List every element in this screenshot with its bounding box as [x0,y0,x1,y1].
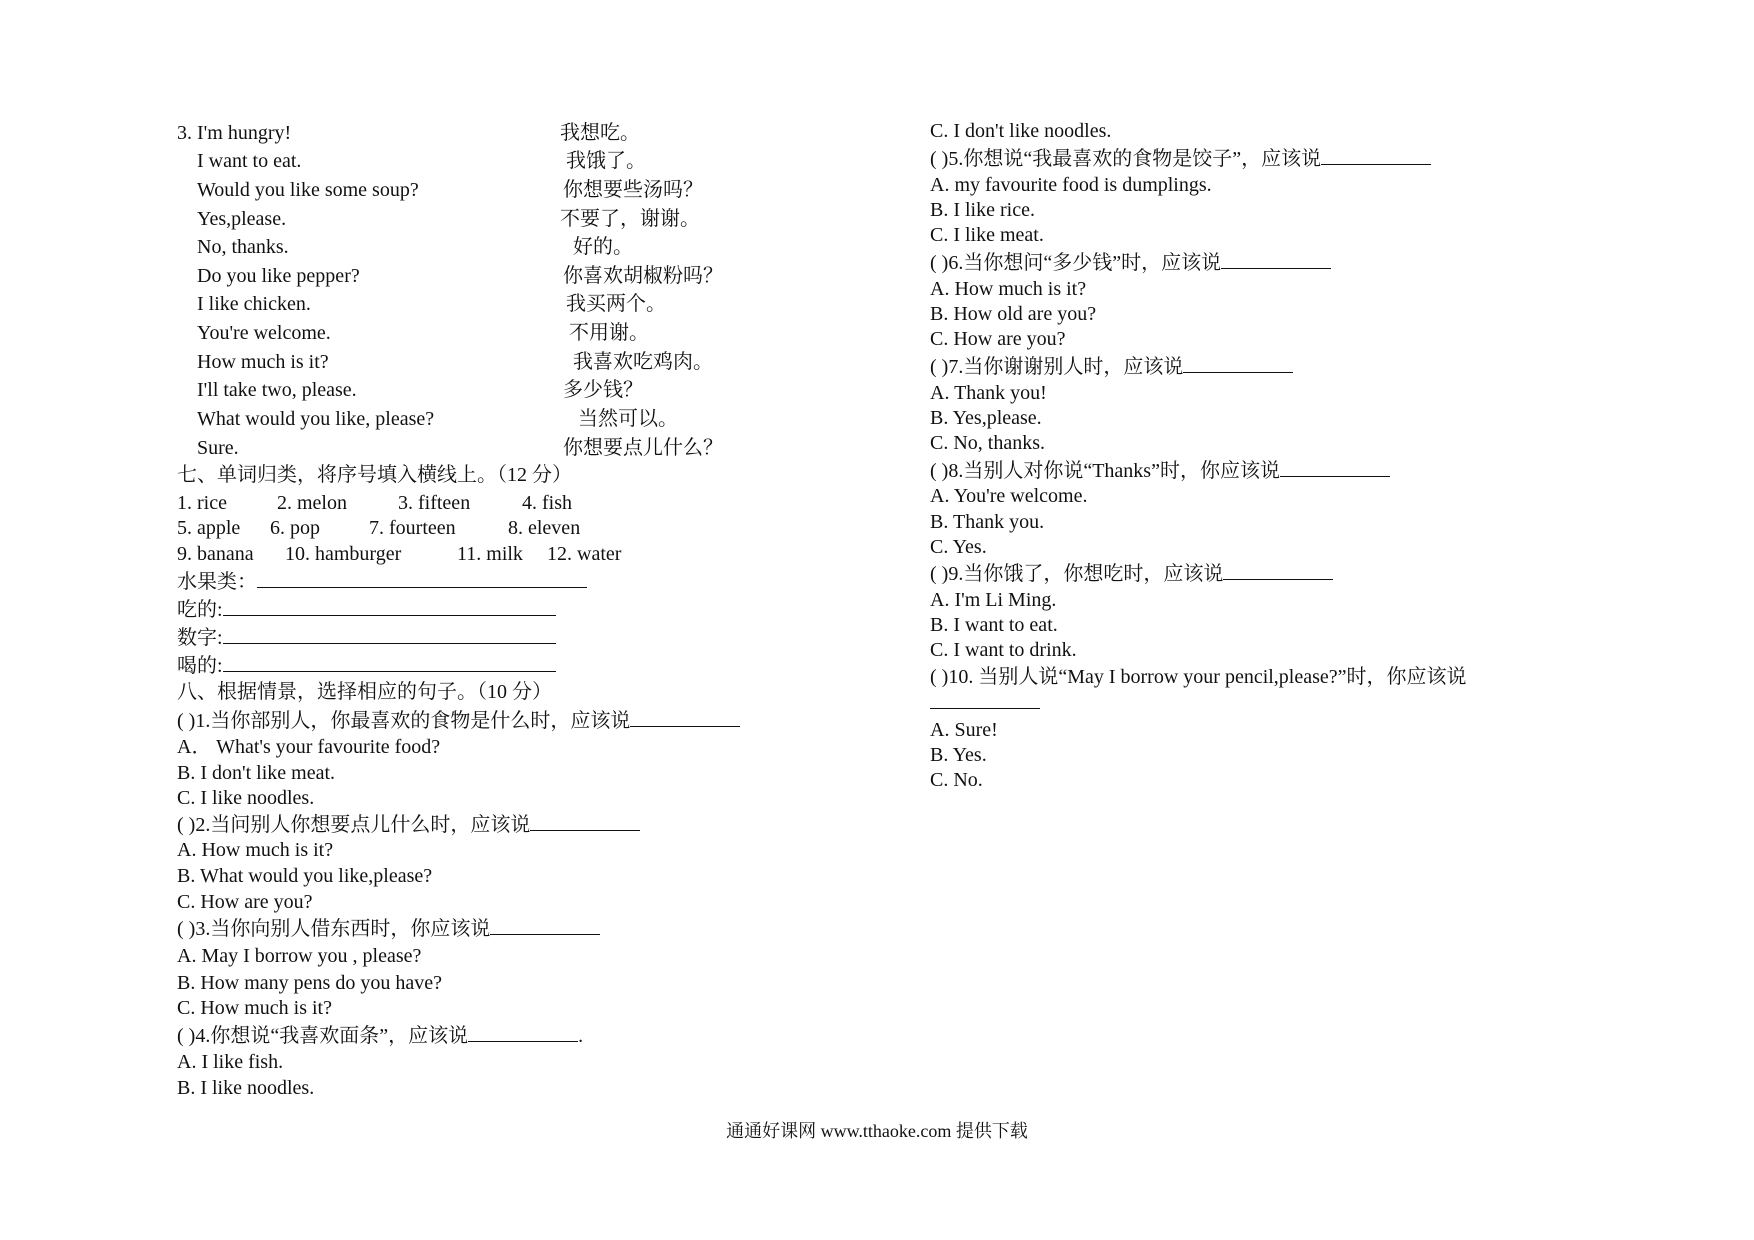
question-10-prompt: ( )10. 当别人说“May I borrow your pencil,please?”时，你应该说 [930,666,1467,688]
question-3-option-c: C. How much is it? [177,997,332,1019]
match-cn-8: 不用谢。 [569,322,649,344]
question-8-blank[interactable] [1280,458,1390,477]
question-3-option-a: A. May I borrow you , please? [177,945,422,967]
word-7: 7. fourteen [369,517,456,539]
category-fruit: 水果类： [177,569,587,594]
question-1-option-b: B. I don't like meat. [177,762,336,784]
category-food-blank[interactable] [223,597,556,616]
question-5-option-b: B. I like rice. [930,199,1035,221]
page-footer: 通通好课网 www.tthaoke.com 提供下载 [726,1121,1028,1141]
word-11: 11. milk [457,543,523,565]
match-cn-5: 好的。 [573,236,633,258]
match-item-9: How much is it? [197,351,329,373]
word-5: 5. apple [177,517,241,539]
question-4-prompt: ( )4.你想说“我喜欢面条”，应该说 . [177,1025,584,1047]
match-item-4: Yes,please. [197,208,287,230]
question-7-option-a: A. Thank you! [930,382,1047,404]
word-3: 3. fifteen [398,492,471,514]
match-item-1: 3. I'm hungry! [177,122,292,144]
question-4-blank[interactable] [468,1023,578,1042]
match-item-11: What would you like, please? [197,408,435,430]
word-10: 10. hamburger [285,543,402,565]
question-6-option-b: B. How old are you? [930,303,1097,325]
category-numbers-blank[interactable] [223,625,556,644]
question-9-option-c: C. I want to drink. [930,639,1077,661]
question-7-blank[interactable] [1183,354,1293,373]
question-3-option-b: B. How many pens do you have? [177,972,442,994]
question-5-prompt: ( )5.你想说“我最喜欢的食物是饺子”，应该说 [930,146,1431,171]
question-2-blank[interactable] [530,812,640,831]
question-1-prompt: ( )1.当你部别人，你最喜欢的食物是什么时，应该说 [177,708,740,733]
match-cn-12: 你想要点儿什么？ [563,437,723,459]
word-6: 6. pop [270,517,320,539]
match-cn-11: 当然可以。 [578,408,678,430]
word-4: 4. fish [522,492,572,514]
question-7-option-c: C. No, thanks. [930,432,1045,454]
match-cn-6: 你喜欢胡椒粉吗？ [563,265,723,287]
question-1-blank[interactable] [630,708,740,727]
word-12: 12. water [547,543,622,565]
question-2-prompt: ( )2.当问别人你想要点儿什么时，应该说 [177,812,640,837]
category-fruit-blank[interactable] [257,569,587,588]
question-6-prompt: ( )6.当你想问“多少钱”时，应该说 [930,250,1331,275]
match-cn-1: 我想吃。 [560,122,640,144]
question-8-option-b: B. Thank you. [930,511,1045,533]
question-10-blank[interactable] [930,690,1040,709]
match-item-8: You're welcome. [197,322,331,344]
question-1-option-c: C. I like noodles. [177,787,315,809]
category-drinks: 喝的: [177,653,556,678]
question-5-option-c: C. I like meat. [930,224,1044,246]
question-3-blank[interactable] [490,916,600,935]
match-cn-2: 我饿了。 [566,150,646,172]
question-2-option-c: C. How are you? [177,891,313,913]
question-1-option-a: A． What's your favourite food? [177,736,441,758]
question-4-option-a: A. I like fish. [177,1051,284,1073]
question-8-option-c: C. Yes. [930,536,987,558]
question-5-blank[interactable] [1321,146,1431,165]
question-9-option-a: A. I'm Li Ming. [930,589,1057,611]
match-cn-4: 不要了，谢谢。 [560,208,700,230]
question-10-blank-line [930,690,1040,715]
match-cn-3: 你想要些汤吗？ [563,179,703,201]
match-cn-7: 我买两个。 [566,293,666,315]
match-item-2: I want to eat. [197,150,302,172]
question-6-option-a: A. How much is it? [930,278,1087,300]
question-10-option-b: B. Yes. [930,744,987,766]
section8-title: 八、根据情景，选择相应的句子。（10 分） [177,681,552,703]
question-6-blank[interactable] [1221,250,1331,269]
match-item-5: No, thanks. [197,236,289,258]
match-item-12: Sure. [197,437,239,459]
section7-title: 七、单词归类，将序号填入横线上。（12 分） [177,464,572,486]
match-item-3: Would you like some soup? [197,179,419,201]
question-10-option-a: A. Sure! [930,719,998,741]
word-8: 8. eleven [508,517,581,539]
word-1: 1. rice [177,492,227,514]
question-9-blank[interactable] [1223,561,1333,580]
match-item-10: I'll take two, please. [197,379,357,401]
question-6-option-c: C. How are you? [930,328,1066,350]
question-9-prompt: ( )9.当你饿了，你想吃时，应该说 [930,561,1333,586]
category-numbers: 数字: [177,625,556,650]
question-8-option-a: A. You're welcome. [930,485,1088,507]
match-item-6: Do you like pepper? [197,265,360,287]
question-5-option-a: A. my favourite food is dumplings. [930,174,1212,196]
category-food: 吃的: [177,597,556,622]
question-9-option-b: B. I want to eat. [930,614,1058,636]
match-cn-10: 多少钱？ [563,379,643,401]
match-item-7: I like chicken. [197,293,311,315]
match-cn-9: 我喜欢吃鸡肉。 [573,351,713,373]
word-9: 9. banana [177,543,254,565]
word-2: 2. melon [277,492,347,514]
question-7-prompt: ( )7.当你谢谢别人时，应该说 [930,354,1293,379]
category-drinks-blank[interactable] [223,653,556,672]
question-4-option-c: C. I don't like noodles. [930,120,1112,142]
question-7-option-b: B. Yes,please. [930,407,1042,429]
question-2-option-b: B. What would you like,please? [177,865,433,887]
question-2-option-a: A. How much is it? [177,839,334,861]
question-10-option-c: C. No. [930,769,983,791]
question-8-prompt: ( )8.当别人对你说“Thanks”时，你应该说 [930,458,1390,483]
question-4-option-b: B. I like noodles. [177,1077,315,1099]
question-3-prompt: ( )3.当你向别人借东西时，你应该说 [177,916,600,941]
